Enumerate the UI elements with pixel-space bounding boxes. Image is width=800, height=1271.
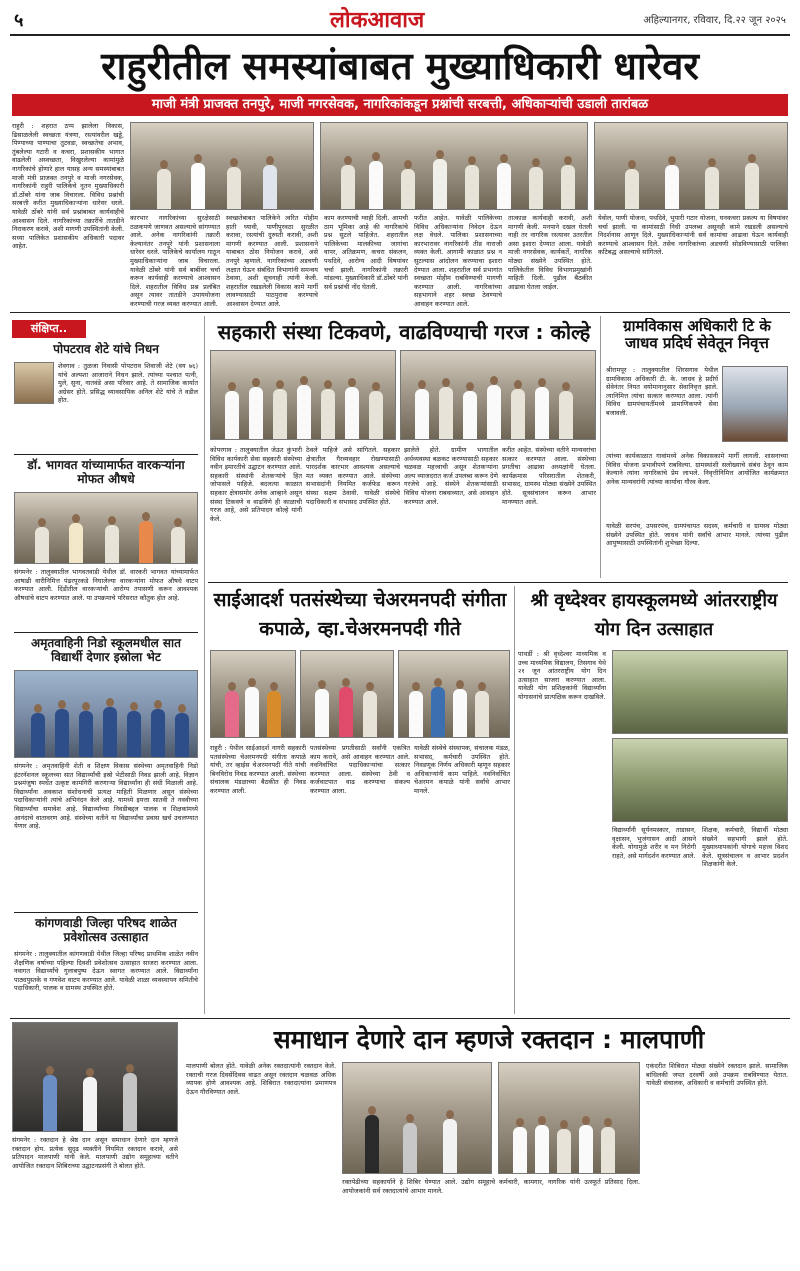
lead-col-6: तात्काळ कार्यवाही करावी, अशी मागणी केली. मनपाने दखल घेतली नाही तर नागरिक रस्त्यावर उतरतील असा इशारा देण्यात आला. यावेळी माजी नगरसेवक, कार्यकर्ते, नागरिक मोठ्या संख्येने उपस्थित होते. पालिकेतील विविध विभागप्रमुखांनी माहिती दिली. पुढील बैठकीत आढावा घेतला जाईल. <box>508 214 592 291</box>
page-number: ५ <box>14 10 24 31</box>
credit-photo-2 <box>300 650 394 738</box>
lead-col-7: येवोल, पाणी योजना, पथदिवे, भुयारी गटार योजना, घनकचरा प्रकल्प या विषयांवर चर्चा झाली. या कामांसाठी निधी उपलब्ध असूनही कामे रखडली असल्याचे निदर्शनास आणून दिले. मुख्याधिकाऱ्यांनी सर्व कामांचा आढावा घेऊन कार्यवाही करण्याचे आश्वासन दिले. तसेच नागरिकांच्या अडचणी सोडविण्यासाठी पालिका कटिबद्ध असल्याचे सांगितले. <box>598 214 788 257</box>
lead-col-4: काम करण्याची ग्वाही दिली. आमची ठाम भूमिका आहे की नागरिकांचे प्रश्न सुटले पाहिजेत. शहरातील पालिकेच्या मालकीच्या जागांचा वापर, अतिक्रमण, कचरा संकलन, पथदिवे, आरोग्य आदी विषयांवर चर्चा झाली. नागरिकांनी तक्रारी मांडल्या. मुख्याधिकारी डॉ.ठोंबरे यांनी सर्व प्रश्नांची नोंद घेतली. <box>324 214 408 291</box>
medicine-headline: डॉ. भागवत यांच्यामार्फत वारकऱ्यांना मोफत औषधे <box>27 458 185 487</box>
retire-text-3: यावेळी सरपंच, उपसरपंच, ग्रामपंचायत सदस्य, कर्मचारी व ग्रामस्थ मोठ्या संख्येने उपस्थित होते. जाधव यांनी सर्वांचे आभार मानले. त्यांच्या पुढील आयुष्यासाठी उपस्थितांनी शुभेच्छा दिल्या. <box>606 522 788 548</box>
obit-portrait <box>14 362 54 404</box>
lead-col-3: स्वच्छतेबाबत पालिकेने त्वरित मोहीम हाती घ्यावी, पाणीपुरवठा सुरळीत करावा, रस्त्यांची दुरुस्ती करावी, अशी मागणी करण्यात आली. प्रशासनाने याबाबत ठोस नियोजन करावे, असे तनपुरे म्हणाले. नागरिकांच्या अडचणी लक्षात घेऊन संबंधित विभागांनी समन्वय ठेवावा, अशी सूचनाही त्यांनी केली. शहरातील रखडलेली विकास कामे मार्गी लावण्यासाठी पाठपुरावा करण्याचे आश्वासन देण्यात आले. <box>226 214 318 308</box>
school-headline: कांगणवाडी जिल्हा परिषद शाळेत प्रवेशोत्सव उत्साहात <box>35 916 177 945</box>
isro-text: संगमनेर : अमृतवाहिनी शेती व शिक्षण विकास संस्थेच्या अमृतवाहिनी निडो इंटरनॅशनल स्कूलच्या सात विद्यार्थ्यांची इस्रो भेटीसाठी निवड झाली आहे. विज्ञान प्रश्नमंजुषा स्पर्धेत उत्कृष्ट कामगिरी करणाऱ्या विद्यार्थ्यांना ही संधी मिळाली आहे. विद्यार्थ्यांना अवकाश संशोधनाची प्रत्यक्ष माहिती मिळणार असून संस्थेच्या पदाधिकाऱ्यांनी त्यांचे अभिनंदन केले आहे. यामध्ये इयत्ता सातवी ते नववीच्या विद्यार्थ्यांचा समावेश आहे. विद्यार्थ्यांच्या निवडीबद्दल पालक व शिक्षकांमध्ये आनंदाचे वातावरण आहे. संस्थेच्या वतीने या विद्यार्थ्यांचा प्रवास खर्च उचलण्यात येणार आहे. <box>14 762 198 831</box>
obit-headline: पोपटराव शेटे यांचे निधन <box>53 342 159 356</box>
yoga-headline: श्री वृध्देश्वर हायस्कूलमध्ये आंतरराष्ट्रीय योग दिन उत्साहात <box>530 590 778 640</box>
yoga-text-3: शिक्षक, कर्मचारी, विद्यार्थी मोठ्या संख्येने सहभागी झाले होते. मुख्याध्यापकांनी योगाचे महत्त्व विशद केले. सूत्रसंचालन व आभार प्रदर्शन शिक्षकांनी केले. <box>702 826 788 869</box>
yoga-text-1: पाथर्डी : श्री वृध्देश्वर माध्यमिक व उच्च माध्यमिक विद्यालय, तिसगाव येथे २१ जून आंतरराष्ट्रीय योग दिन उत्साहात साजरा करण्यात आला. यावेळी योग प्रशिक्षकांनी विद्यार्थ्यांना योगासनांचे प्रात्यक्षिक करून दाखविले. <box>518 650 606 701</box>
isro-students-photo <box>14 670 198 758</box>
blood-col-3: रक्तपेढीच्या सहकार्याने हे शिबिर घेण्यात आले. उद्योग समूहाचे कर्मचारी, कामगार, नागरिक यांनी उत्स्फूर्त प्रतिसाद दिला. आयोजकांनी सर्व रक्तदात्यांचे आभार मानले. <box>342 1178 640 1195</box>
lead-col-5: फरीत आहेत. यावेळी पालिकेच्या विविध अधिकाऱ्यांना निवेदन देऊन लक्ष वेधले. पालिका प्रशासनाच्या कारभारावर नागरिकांनी तीव्र नाराजी व्यक्त केली. आगामी काळात प्रश्न न सुटल्यास आंदोलन करण्याचा इशारा देण्यात आला. शहरातील सर्व प्रभागांत स्वच्छता मोहीम राबविण्याची मागणी करण्यात आली. नागरिकांच्या सहभागाने शहर स्वच्छ ठेवण्याचे आवाहन करण्यात आले. <box>414 214 502 308</box>
lead-meeting-photo <box>130 122 314 210</box>
blood-col-4: एकंदरीत शिबिरात मोठ्या संख्येने रक्तदान झाले. सामाजिक बांधिलकी जपत दरवर्षी असे उपक्रम राबविण्यात येतात. यावेळी संचालक, अधिकारी व कर्मचारी उपस्थित होते. <box>646 1062 788 1088</box>
retire-portrait <box>722 366 788 442</box>
sidebar-label-box <box>12 320 86 338</box>
blood-photo-3 <box>498 1062 640 1174</box>
cooperative-photo-2 <box>400 350 596 440</box>
retire-text-2: त्यांच्या कार्यकाळात गावांमध्ये अनेक विकासकामे मार्गी लागली. शासनाच्या विविध योजना प्रभावीपणे राबविल्या. ग्रामस्थांशी सलोख्याचे संबंध ठेवून काम केल्याने त्यांना नागरिकांचे प्रेम लाभले. निवृत्तीनिमित्त आयोजित कार्यक्रमात अनेक मान्यवरांनी त्यांच्या कार्याचा गौरव केला. <box>606 452 788 486</box>
lead-subhead: माजी मंत्री प्राजक्त तनपुरे, माजी नगरसेवक, नागरिकांकडून प्रश्नांची सरबत्ती, अधिकाऱ्यांची उडाली तारांबळ <box>151 97 649 112</box>
yoga-photo-1 <box>612 650 788 734</box>
credit-photo-3 <box>398 650 510 738</box>
lead-col-1: राहुरी : शहरात ठप्प झालेला विकास, ढिसाळलेली स्वच्छता यंत्रणा, रस्त्यांवरील खड्डे, पिण्याच्या पाण्याचा तुटवडा, स्वच्छतेचा अभाव, तुंबलेल्या गटारी व कचरा, प्रशासकीय भागात वाढलेली अस्वच्छता, विखुरलेल्या कामांमुळे नागरिकांचे होणारे हाल यासह अन्य समस्यांबाबत माजी मंत्री प्राजक्त तनपुरे व माजी नगरसेवक, नागरिकांनी राहुरी पालिकेचे नूतन मुख्याधिकारी डॉ.ठोंबरे यांना जाब विचारला. विविध प्रश्नांची सरबत्ती करीत मुख्याधिकाऱ्यांना धारेवर धरले. यावेळी ठोंबरे यांनी सर्व प्रश्नांबाबत कार्यवाहीचे आश्वासन दिले. नागरिकांच्या तक्रारींचे तातडीने निराकरण करावे, अशी मागणी उपस्थितांनी केली. सध्या पालिकेत प्रशासकीय अधिकारी पदावर आहेत. <box>12 122 124 251</box>
obit-text: शेवगाव : तुळजा निवासी पोपटराव शिवाजी शेटे (वय ७६) यांचे अल्पशा आजाराने निधन झाले. त्यांच्या पश्चात पत्नी, मुले, सुना, नातवंडे असा परिवार आहे. ते सामाजिक कार्यात अग्रेसर होते. प्रसिद्ध व्यावसायिक अनिल शेटे यांचे ते वडील होत. <box>58 362 198 405</box>
retire-text-1: श्रीरामपूर : तालुक्यातील शिरसगाव येथील ग्रामविकास अधिकारी टी. के. जाधव हे प्रदीर्घ सेवेनंतर नियत वयोमानानुसार सेवानिवृत्त झाले. त्यानिमित्त त्यांचा सत्कार करण्यात आला. त्यांनी विविध ग्रामपंचायतींमध्ये प्रामाणिकपणे सेवा बजावली. <box>606 366 718 417</box>
medicine-photo <box>14 492 198 564</box>
blood-headline: समाधान देणारे दान म्हणजे रक्तदान : मालपाणी <box>273 1025 705 1054</box>
newspaper-logo: लोकआवाज <box>330 8 425 32</box>
credit-col-1: राहुरी : येथील साईआदर्श नागरी सहकारी पतसंस्थेच्या चेअरमनपदी संगीता कपाळे यांची, तर व्हाईस चेअरमनपदी गीते यांची बिनविरोध निवड करण्यात आली. संस्थेच्या संचालक मंडळाच्या बैठकीत ही निवड करण्यात आली. <box>210 744 306 795</box>
yoga-photo-2 <box>612 738 788 822</box>
cooperative-headline: सहकारी संस्था टिकवणे, वाढविण्याची गरज : कोल्हे <box>217 320 591 344</box>
lead-col-2: कारभार नागरिकांच्या सुरक्षेसाठी ठळकपणे जाणवत असल्याचे सांगण्यात आले. अनेक नागरिकांनी तक्रारी केल्यानंतर तनपुरे यांनी प्रशासनाला धारेवर धरले. पालिकेचे कार्यालय गाठून मुख्याधिकाऱ्यांना जाब विचारला. यावेळी ठोंबरे यांनी सर्व बाबींवर चर्चा करून कार्यवाही करण्याचे आश्वासन दिले. शहरातील विविध प्रश्न प्रलंबित असून त्यावर तातडीने उपाययोजना करण्याची गरज व्यक्त करण्यात आली. <box>130 214 220 308</box>
dateline: अहिल्यानगर, रविवार, दि.२२ जून २०२५ <box>643 15 786 26</box>
blood-col-1: संगमनेर : रक्तदान हे श्रेष्ठ दान असून समाधान देणारे दान म्हणजे रक्तदान होय. प्रत्येक सुदृढ व्यक्तीने नियमित रक्तदान करावे, असे प्रतिपादन मालपाणी यांनी केले. मालपाणी उद्योग समूहाच्या वतीने आयोजित रक्तदान शिबिराच्या उद्घाटनप्रसंगी ते बोलत होते. <box>12 1136 178 1170</box>
cooperative-col-3: झालेले होते. ग्रामीण भागातील अर्थव्यवस्था बळकट करण्यासाठी सहकार चळवळ महत्त्वाची असून शेतकऱ्यांना अल्प व्याजदरात कर्ज उपलब्ध करून देणे गरजेचे आहे. संस्थेने शेतकऱ्यांसाठी विविध योजना राबवाव्यात, असे आवाहन करण्यात आले. <box>404 446 498 506</box>
credit-col-3: यावेळी संस्थेचे संस्थापक, संचालक मंडळ, सभासद, कर्मचारी उपस्थित होते. निवडणूक निर्णय अधिकारी म्हणून सहकार अधिकाऱ्यांनी काम पाहिले. नवनिर्वाचित चेअरमन कपाळे यांनी सर्वांचे आभार मानले. <box>414 744 510 795</box>
isro-headline: अमृतवाहिनी निडो स्कूलमधील सात विद्यार्थी देणार इस्रोला भेट <box>31 636 181 665</box>
credit-headline: साईआदर्श पतसंस्थेच्या चेअरमनपदी संगीता कपाळे, व्हा.चेअरमनपदी गीते <box>213 589 507 640</box>
lead-group-photo <box>320 122 588 210</box>
sidebar-label: संक्षिप्त.. <box>30 322 68 335</box>
cooperative-col-1: कोपरगाव : तालुक्यातील जेऊर कुंभारी विविध कार्यकारी सेवा सहकारी संस्थेच्या नवीन इमारतीचे उद्घाटन करण्यात आले. सहकारी संस्थांनी शेतकऱ्यांचे हित जोपासले पाहिजे. बदलत्या काळात सहकार क्षेत्रासमोर अनेक आव्हाने असून संस्था टिकवणे व वाढविणे ही काळाची गरज आहे, असे प्रतिपादन कोल्हे यांनी केले. <box>210 446 302 523</box>
blood-photo-1 <box>12 1022 178 1132</box>
blood-col-2: मालपाणी बोलत होते. यावेळी अनेक रक्तदात्यांनी रक्तदान केले. रक्ताची गरज दिवसेंदिवस वाढत असून रक्तदान चळवळ अधिक व्यापक होणे आवश्यक आहे. शिबिरात रक्तदात्यांना प्रमाणपत्र देऊन गौरविण्यात आले. <box>186 1062 336 1096</box>
blood-photo-2 <box>342 1062 492 1174</box>
credit-col-2: पतसंस्थेच्या प्रगतीसाठी सर्वांनी एकत्रित काम करावे, असे आवाहन करण्यात आले. नवनिर्वाचित पदाधिकाऱ्यांचा सत्कार करण्यात आला. संस्थेच्या ठेवी व कर्जवाटपात वाढ करण्याचा संकल्प करण्यात आला. <box>310 744 410 795</box>
cooperative-col-4: करीत आहेत. संस्थेच्या वतीने मान्यवरांचा सत्कार करण्यात आला. संस्थेच्या प्रगतीचा आढावा अध्यक्षांनी घेतला. कार्यक्रमास परिसरातील शेतकरी, सभासद, ग्रामस्थ मोठ्या संख्येने उपस्थित होते. सूत्रसंचालन करून आभार मानण्यात आले. <box>502 446 596 506</box>
yoga-text-2: विद्यार्थ्यांनी सूर्यनमस्कार, ताडासन, वृक्षासन, भुजंगासन आदी आसने केली. योगामुळे शरीर व मन निरोगी राहते, असे मार्गदर्शन करण्यात आले. <box>612 826 696 860</box>
masthead <box>10 6 790 32</box>
school-text: संगमनेर : तालुक्यातील कांगणवाडी येथील जिल्हा परिषद प्राथमिक शाळेत नवीन शैक्षणिक वर्षाच्या पहिल्या दिवशी प्रवेशोत्सव उत्साहात साजरा करण्यात आला. नवागत विद्यार्थ्यांचे गुलाबपुष्प देऊन स्वागत करण्यात आले. विद्यार्थ्यांना पाठ्यपुस्तके व गणवेश वाटप करण्यात आले. यावेळी शाळा व्यवस्थापन समितीचे पदाधिकारी, पालक व ग्रामस्थ उपस्थित होते. <box>14 950 198 993</box>
cooperative-col-2: ठेवले पाहिजे असे सांगितले. सहकार क्षेत्रातील गैरव्यवहार रोखण्यासाठी पारदर्शक कारभार आवश्यक असल्याचे मत व्यक्त करण्यात आले. संस्थेच्या सभासदांनी नियमित कर्जफेड करून संस्था सक्षम ठेवावी. यावेळी संस्थेचे पदाधिकारी व सभासद उपस्थित होते. <box>306 446 400 506</box>
lead-headline: राहुरीतील समस्यांबाबत मुख्याधिकारी धारेवर <box>101 44 699 88</box>
credit-photo-1 <box>210 650 296 738</box>
retire-headline: ग्रामविकास अधिकारी टि के जाधव प्रदिर्घ सेवेतून निवृत्त <box>623 318 771 352</box>
cooperative-photo-1 <box>210 350 396 440</box>
lead-subhead-bar <box>12 94 788 116</box>
medicine-text: संगमनेर : तालुक्यातील भागवतवाडी येथील डॉ. वारकरी भागवत यांच्यामार्फत आषाढी वारीनिमित्त पंढरपूरकडे निघालेल्या वारकऱ्यांना मोफत औषधे वाटप करण्यात आली. दिंडीतील वारकऱ्यांची आरोग्य तपासणी करून आवश्यक औषधांचे वाटप करण्यात आले. या उपक्रमाचे परिसरात कौतुक होत आहे. <box>14 568 198 602</box>
lead-office-photo <box>594 122 788 210</box>
